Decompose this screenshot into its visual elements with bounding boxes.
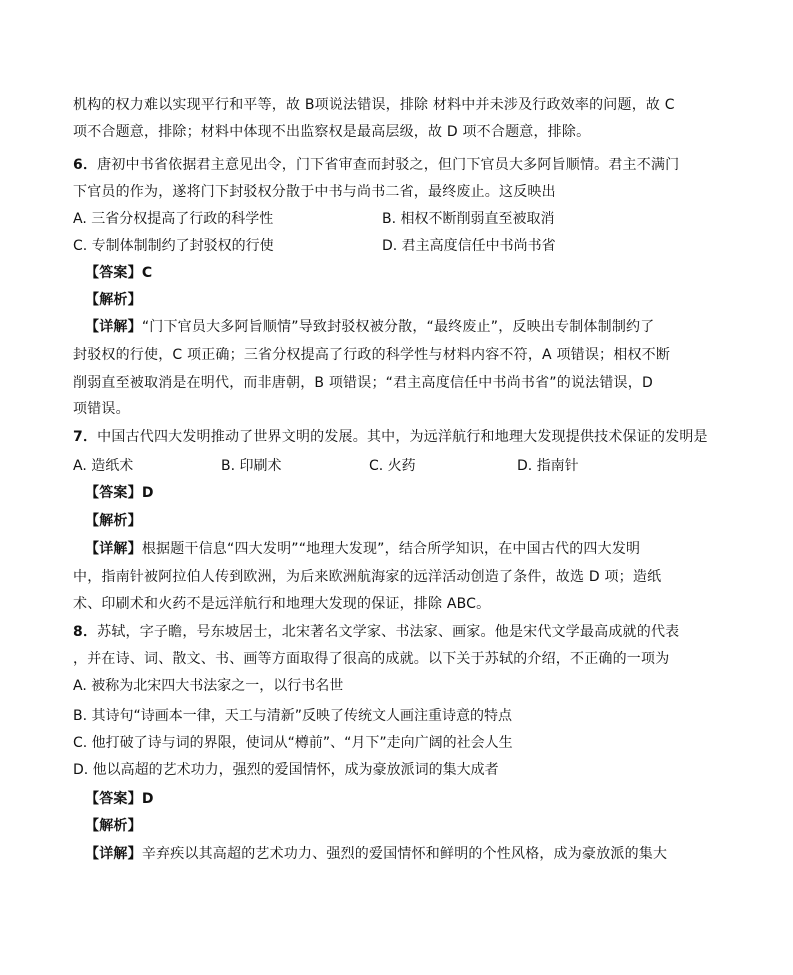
detail-label: 【详解】 [85,541,142,557]
detail-text: 辛弃疾以其高超的艺术功力、强烈的爱国情怀和鲜明的个性风格，成为豪放派的集大 [141,846,668,862]
question-8-text-1: 苏轼，字子瞻，号东坡居士，北宋著名文学家、书法家、画家。他是宋代文学最高成就的代表 [97,624,680,640]
question-7-option-a: A. 造纸术 [73,458,134,474]
question-8-option-a: A. 被称为北宋四大书法家之一，以行书名世 [73,678,344,694]
question-6-analysis-label: 【解析】 [85,292,142,308]
question-7-text-1: 中国古代四大发明推动了世界文明的发展。其中，为远洋航行和地理大发现提供技术保证的发明是 [97,429,708,445]
detail-label: 【详解】 [85,319,142,335]
question-7-option-c: C. 火药 [369,458,416,474]
question-7-detail-3: 术、印刷术和火药不是远洋航行和地理大发现的保证，排除 ABC。 [73,596,491,612]
question-6-line-1 [73,154,713,176]
question-7-number: 7． [73,429,98,445]
detail-text: “门下官员大多阿旨顺情”导致封驳权被分散，“最终废止”，反映出专制体制制约了 [141,319,655,335]
question-7-detail-1 [85,538,725,560]
question-6-number: 6． [73,157,98,173]
question-8-option-c: C. 他打破了诗与词的界限，使词从“樽前”、“月下”走向广阔的社会人生 [73,735,513,751]
prev-explanation-line-2: 项不合题意，排除；材料中体现不出监察权是最高层级，故 D 项不合题意，排除。 [73,124,591,140]
prev-explanation-line-1: 机构的权力难以实现平行和平等，故 B项说法错误，排除 材料中并未涉及行政效率的问题，故 C [73,97,675,113]
question-8-option-b: B. 其诗句“诗画本一律，天工与清新”反映了传统文人画注重诗意的特点 [73,708,513,724]
question-6-option-b: B. 相权不断削弱直至被取消 [382,211,555,227]
question-7-line-1 [73,426,713,448]
question-8-line-1 [73,621,713,643]
question-7-analysis-label: 【解析】 [85,513,142,529]
question-6-detail-4: 项错误。 [73,401,130,417]
answer-label: 【答案】 [85,485,142,501]
question-6-line-2: 下官员的作为，遂将门下封驳权分散于中书与尚书二省，最终废止。这反映出 [73,184,556,200]
answer-label: 【答案】 [85,265,142,281]
question-6-text-1: 唐初中书省依据君主意见出令，门下省审查而封驳之，但门下官员大多阿旨顺情。君主不满门 [97,157,680,173]
question-6-detail-1 [85,316,725,338]
question-7-answer [85,482,725,504]
question-8-detail-1 [85,843,725,865]
question-6-detail-2: 封驳权的行使，C 项正确；三省分权提高了行政的科学性与材料内容不符，A 项错误；相权不断 [73,347,671,363]
question-6-answer [85,262,725,284]
question-8-number: 8． [73,624,98,640]
question-6-option-a: A. 三省分权提高了行政的科学性 [73,211,274,227]
detail-label: 【详解】 [85,846,142,862]
question-8-option-d: D. 他以高超的艺术功力，强烈的爱国情怀，成为豪放派词的集大成者 [73,762,499,778]
answer-label: 【答案】 [85,791,142,807]
question-7-detail-2: 中，指南针被阿拉伯人传到欧洲，为后来欧洲航海家的远洋活动创造了条件，故选 D 项；造纸 [73,569,662,585]
answer-value: C [141,265,153,281]
question-8-line-2: ，并在诗、词、散文、书、画等方面取得了很高的成就。以下关于苏轼的介绍，不正确的一项为 [73,651,670,667]
question-6-option-c: C. 专制体制制约了封驳权的行使 [73,238,274,254]
detail-text: 根据题干信息“四大发明”“地理大发现”，结合所学知识，在中国古代的四大发明 [141,541,641,557]
question-6-detail-3: 削弱直至被取消是在明代，而非唐朝，B 项错误；“君主高度信任中书尚书省”的说法错误，D [73,375,653,391]
question-7-option-d: D. 指南针 [517,458,579,474]
answer-value: D [141,485,154,501]
question-8-answer [85,788,725,810]
question-7-option-b: B. 印刷术 [221,458,282,474]
answer-value: D [141,791,154,807]
question-8-analysis-label: 【解析】 [85,818,142,834]
question-6-option-d: D. 君主高度信任中书尚书省 [382,238,556,254]
